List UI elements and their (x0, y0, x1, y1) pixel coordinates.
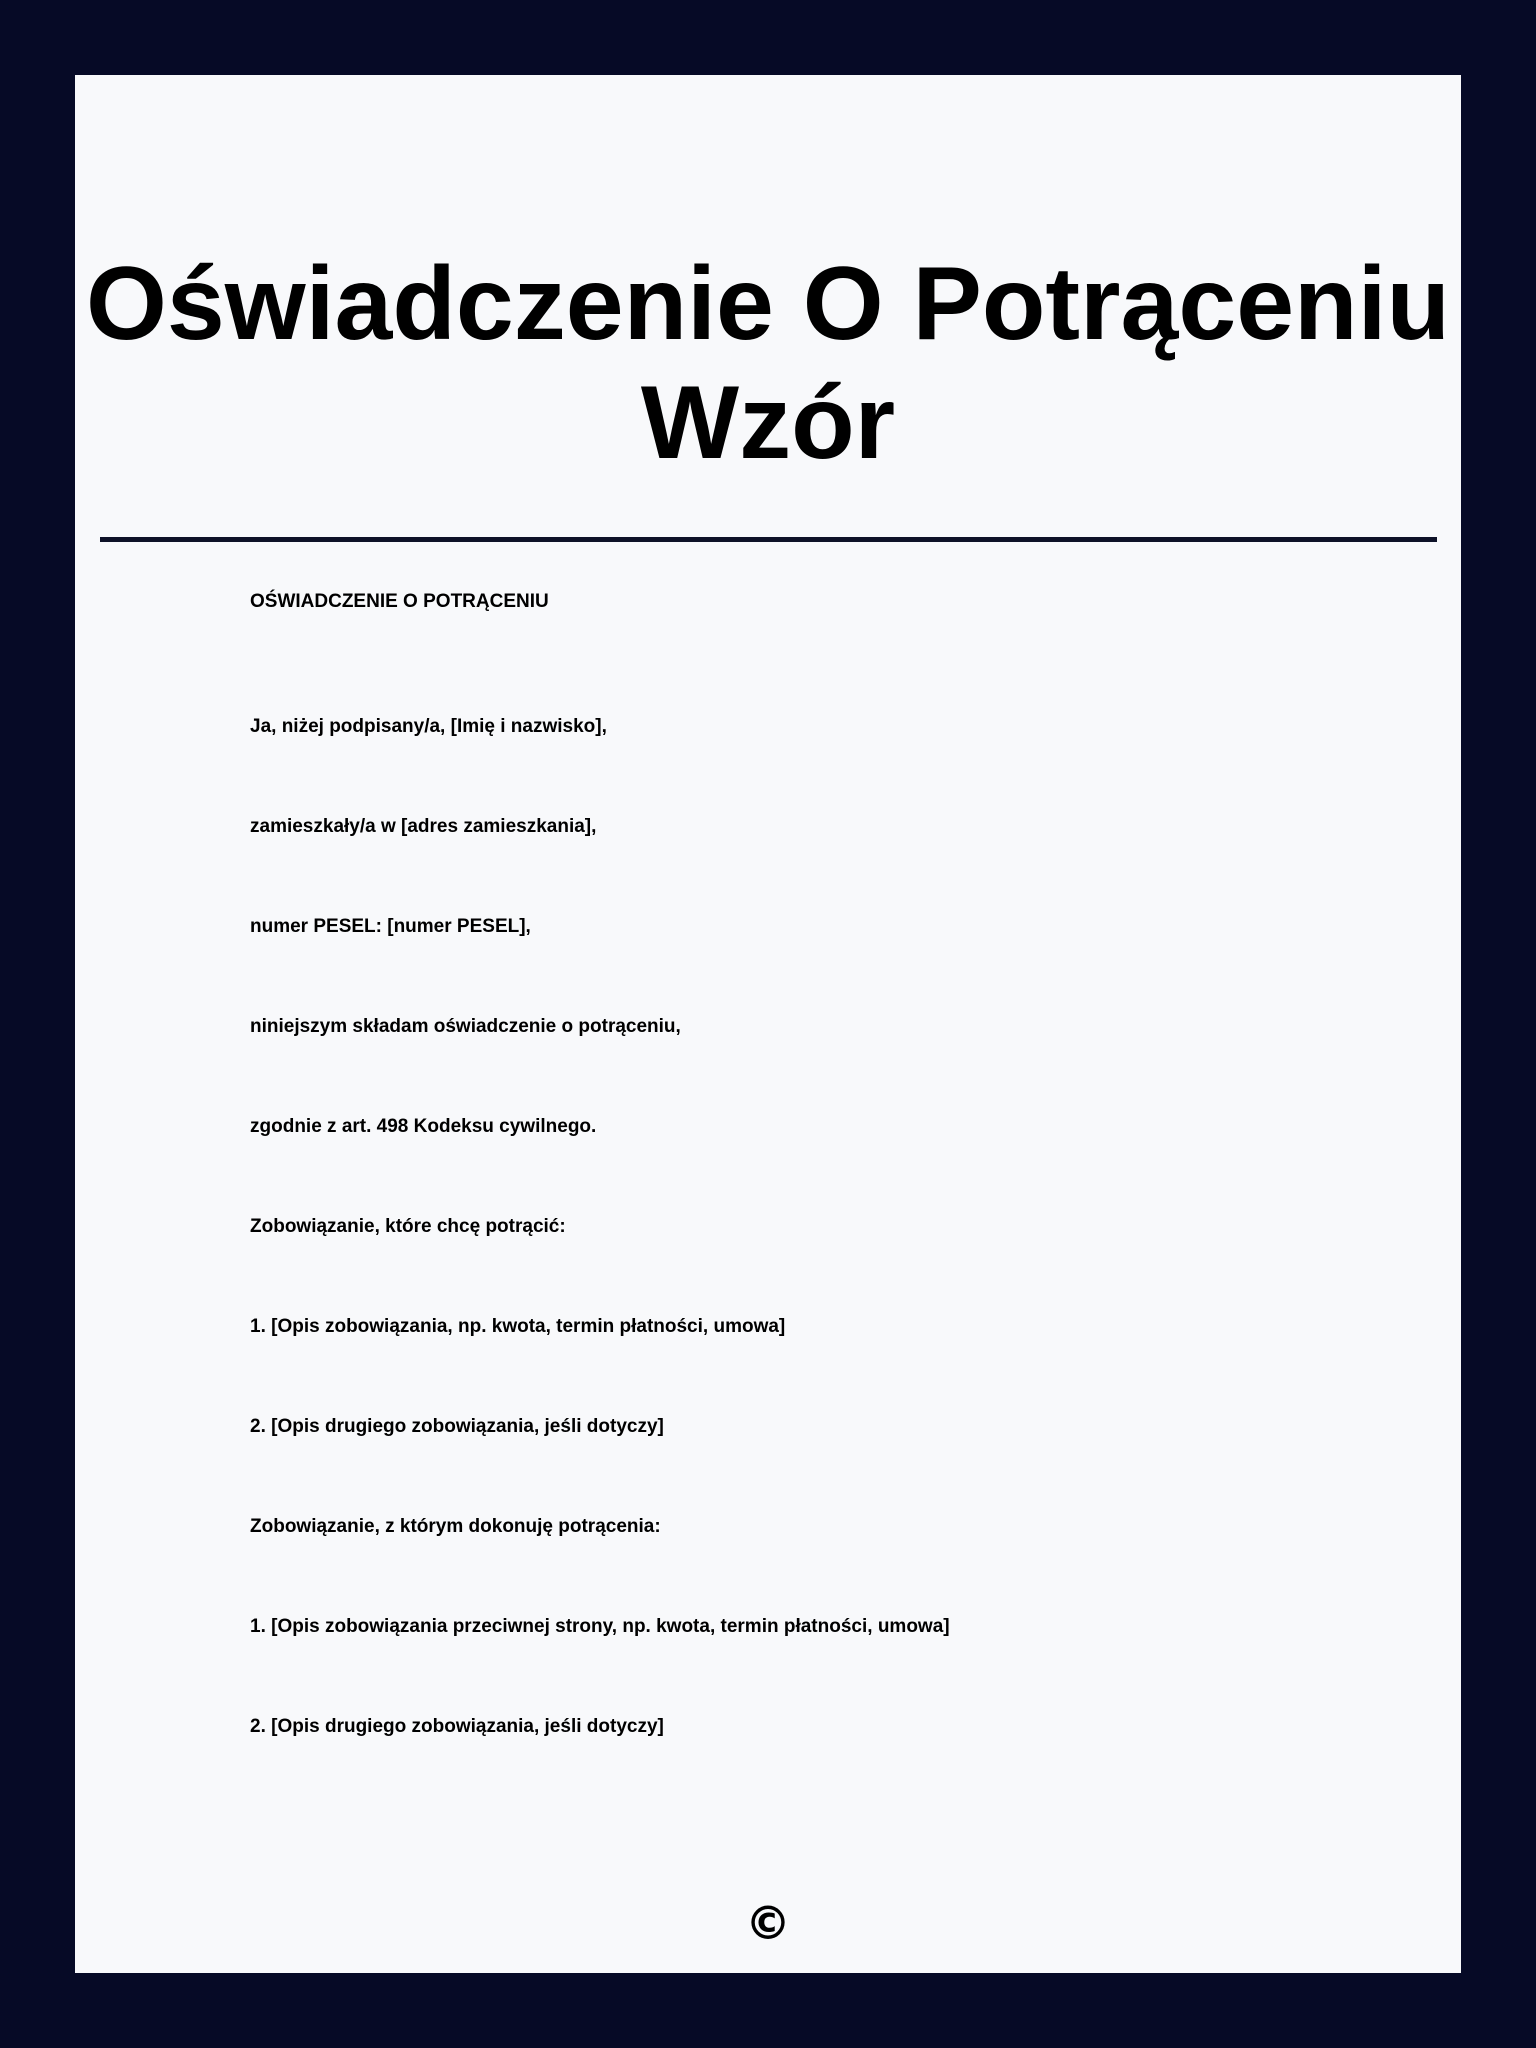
section-label-counter-obligation: Zobowiązanie, z którym dokonuję potrącenia: (250, 1516, 661, 1537)
page-title: Oświadczenie O Potrąceniu Wzór (86, 246, 1450, 481)
document-heading: OŚWIADCZENIE O POTRĄCENIU (250, 591, 549, 612)
copyright-icon: © (745, 1896, 791, 1950)
list-item-own-obligation-2: 2. [Opis drugiego zobowiązania, jeśli dotyczy] (250, 1416, 664, 1437)
document-page (75, 75, 1461, 1973)
text-line-pesel: numer PESEL: [numer PESEL], (250, 916, 531, 937)
list-item-counter-obligation-2: 2. [Opis drugiego zobowiązania, jeśli dotyczy] (250, 1716, 664, 1737)
text-line-legal-basis: zgodnie z art. 498 Kodeksu cywilnego. (250, 1116, 597, 1137)
section-label-own-obligation: Zobowiązanie, które chcę potrącić: (250, 1216, 566, 1237)
text-line-name: Ja, niżej podpisany/a, [Imię i nazwisko], (250, 716, 607, 737)
list-item-counter-obligation-1: 1. [Opis zobowiązania przeciwnej strony, np. kwota, termin płatności, umowa] (250, 1616, 950, 1637)
text-line-statement: niniejszym składam oświadczenie o potrąceniu, (250, 1016, 681, 1037)
title-divider (100, 537, 1437, 542)
list-item-own-obligation-1: 1. [Opis zobowiązania, np. kwota, termin płatności, umowa] (250, 1316, 786, 1337)
text-line-address: zamieszkały/a w [adres zamieszkania], (250, 816, 597, 837)
